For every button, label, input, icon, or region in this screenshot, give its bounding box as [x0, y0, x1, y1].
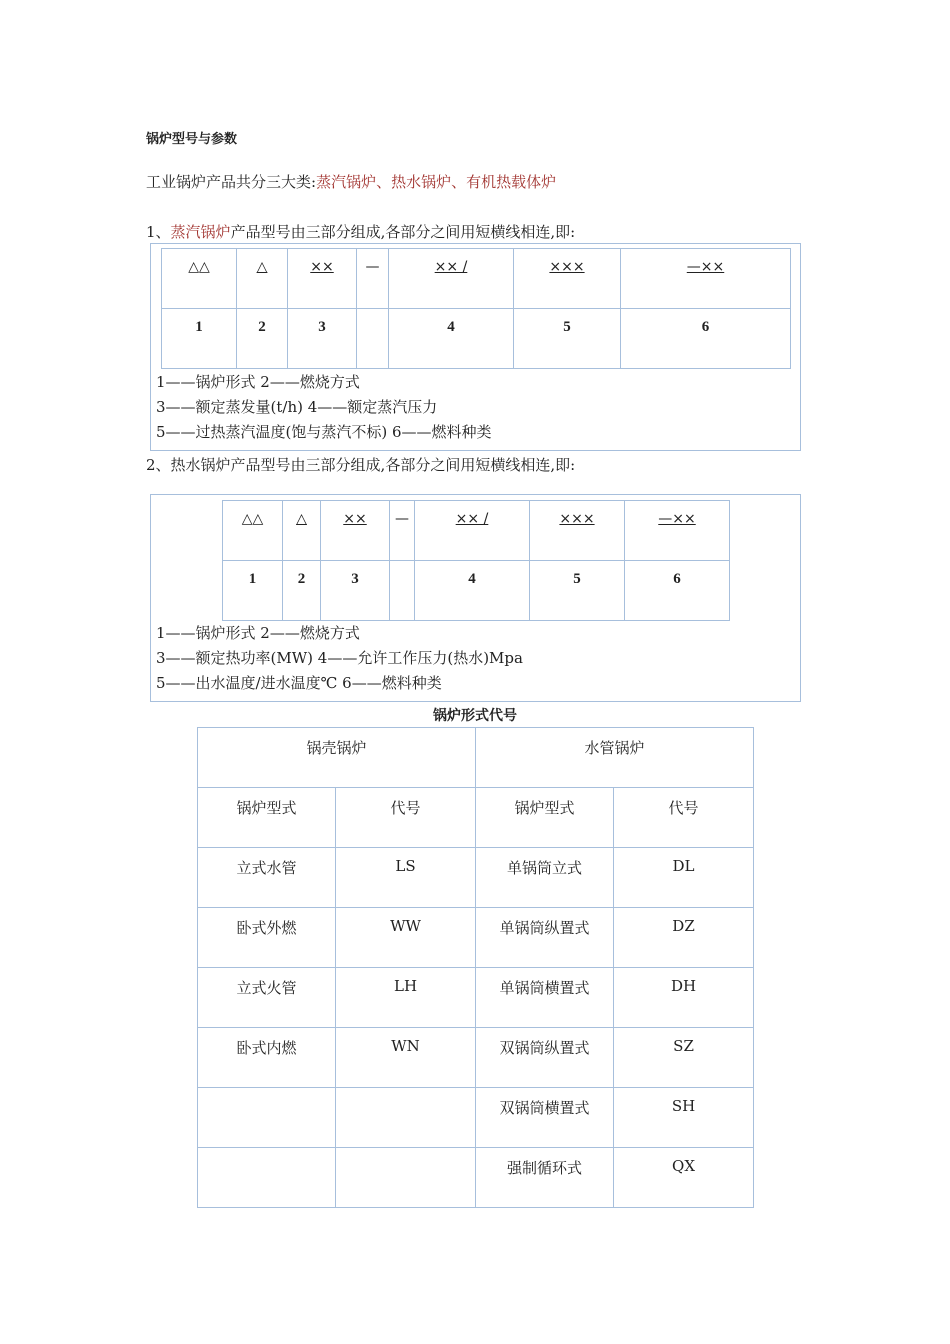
code-number: 5 [514, 309, 621, 369]
code-symbol: ×× [288, 249, 357, 309]
table-row [198, 968, 754, 1028]
table-cell: LH [336, 968, 476, 1028]
table-row [198, 1088, 754, 1148]
column-header: 代号 [614, 788, 754, 848]
code-number: 2 [237, 309, 288, 369]
legend-line: 5——出水温度/进水温度℃ 6——燃料种类 [156, 674, 442, 692]
legend-line: 1——锅炉形式 2——燃烧方式 [156, 373, 360, 391]
table-cell: 强制循环式 [476, 1148, 614, 1208]
section-1-heading [146, 221, 575, 242]
code-symbol: △△ [162, 249, 237, 309]
code-number: 1 [162, 309, 237, 369]
code-symbol: ×× [321, 501, 390, 561]
code-number: 2 [283, 561, 321, 621]
column-header: 锅炉型式 [198, 788, 336, 848]
table-cell [198, 1088, 336, 1148]
code-symbol: △ [283, 501, 321, 561]
code-number [390, 561, 415, 621]
steam-number-row [162, 309, 791, 369]
code-symbol: —×× [621, 249, 791, 309]
form-table-caption: 锅炉形式代号 [433, 708, 517, 724]
code-number: 3 [288, 309, 357, 369]
code-number: 4 [415, 561, 530, 621]
table-cell: 立式水管 [198, 848, 336, 908]
code-number [357, 309, 389, 369]
column-header: 代号 [336, 788, 476, 848]
section-1-text: 产品型号由三部分组成,各部分之间用短横线相连,即: [230, 223, 576, 241]
table-cell [198, 1148, 336, 1208]
table-cell: SH [614, 1088, 754, 1148]
table-cell: WW [336, 908, 476, 968]
table-cell: WN [336, 1028, 476, 1088]
intro-line [146, 171, 556, 192]
table-cell: SZ [614, 1028, 754, 1088]
code-symbol: — [390, 501, 415, 561]
code-number: 6 [625, 561, 730, 621]
hot-water-model-table [222, 500, 730, 621]
intro-highlight: 蒸汽锅炉、热水锅炉、有机热载体炉 [316, 173, 557, 191]
table-cell: DL [614, 848, 754, 908]
code-symbol: ×× / [415, 501, 530, 561]
section-2-heading: 2、热水锅炉产品型号由三部分组成,各部分之间用短横线相连,即: [146, 456, 576, 474]
table-cell: 双锅筒横置式 [476, 1088, 614, 1148]
code-number: 1 [223, 561, 283, 621]
column-header-row [198, 788, 754, 848]
section-1-highlight: 蒸汽锅炉 [170, 223, 231, 241]
table-cell: 双锅筒纵置式 [476, 1028, 614, 1088]
table-cell: DH [614, 968, 754, 1028]
code-symbol: — [357, 249, 389, 309]
table-row [198, 908, 754, 968]
code-symbol: △ [237, 249, 288, 309]
legend-line: 3——额定热功率(MW) 4——允许工作压力(热水)Mpa [156, 649, 523, 667]
table-cell: 立式火管 [198, 968, 336, 1028]
hot-water-symbol-row [223, 501, 730, 561]
hot-water-legend [156, 621, 523, 696]
code-symbol: ××× [530, 501, 625, 561]
code-symbol: △△ [223, 501, 283, 561]
table-row [198, 848, 754, 908]
code-symbol: —×× [625, 501, 730, 561]
legend-line: 5——过热蒸汽温度(饱与蒸汽不标) 6——燃料种类 [156, 423, 492, 441]
code-symbol: ×× / [389, 249, 514, 309]
intro-prefix: 工业锅炉产品共分三大类: [146, 173, 317, 191]
table-cell: DZ [614, 908, 754, 968]
code-number: 4 [389, 309, 514, 369]
table-cell [336, 1148, 476, 1208]
table-cell: QX [614, 1148, 754, 1208]
steam-model-table [161, 248, 791, 369]
table-cell: 单锅筒横置式 [476, 968, 614, 1028]
table-row [198, 1148, 754, 1208]
code-symbol: ××× [514, 249, 621, 309]
group-header: 锅壳锅炉 [198, 728, 476, 788]
boiler-form-table [197, 727, 754, 1208]
steam-legend [156, 370, 492, 445]
page-title: 锅炉型号与参数 [146, 132, 238, 147]
table-cell: LS [336, 848, 476, 908]
table-row [198, 1028, 754, 1088]
column-header: 锅炉型式 [476, 788, 614, 848]
legend-line: 1——锅炉形式 2——燃烧方式 [156, 624, 360, 642]
code-number: 6 [621, 309, 791, 369]
table-cell: 单锅筒纵置式 [476, 908, 614, 968]
hot-water-number-row [223, 561, 730, 621]
table-cell [336, 1088, 476, 1148]
table-cell: 卧式内燃 [198, 1028, 336, 1088]
table-cell: 单锅筒立式 [476, 848, 614, 908]
legend-line: 3——额定蒸发量(t/h) 4——额定蒸汽压力 [156, 398, 438, 416]
code-number: 3 [321, 561, 390, 621]
group-header-row [198, 728, 754, 788]
table-cell: 卧式外燃 [198, 908, 336, 968]
code-number: 5 [530, 561, 625, 621]
steam-symbol-row [162, 249, 791, 309]
section-1-number: 1、 [146, 223, 171, 241]
group-header: 水管锅炉 [476, 728, 754, 788]
